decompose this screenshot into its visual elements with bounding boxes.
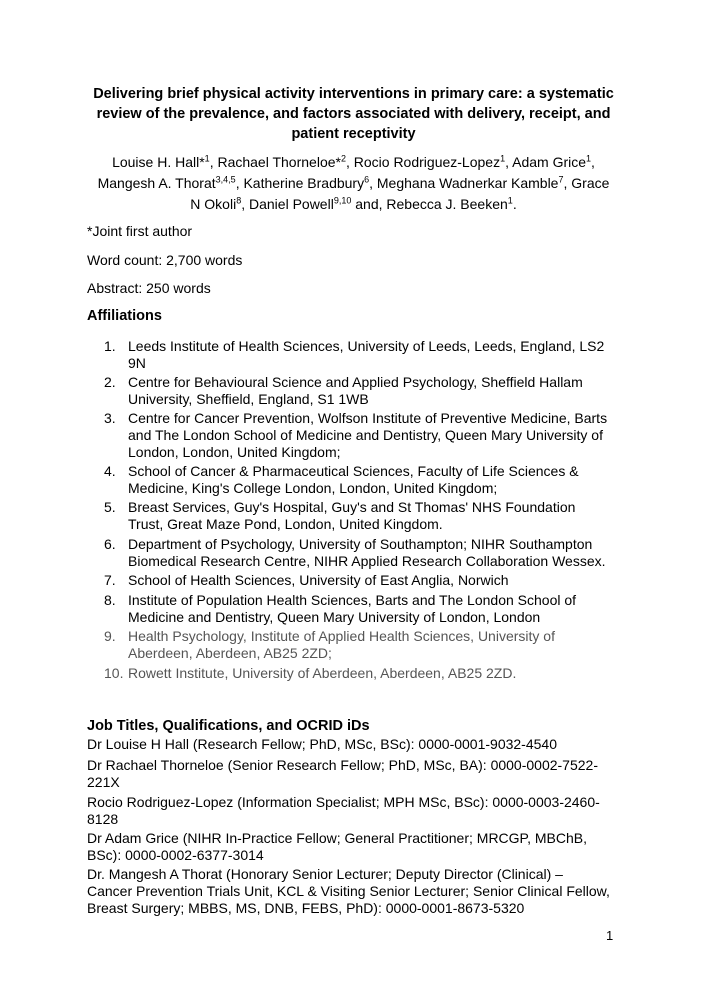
page-number: 1 bbox=[606, 928, 614, 943]
affiliation-line: and The London School of Medicine and Dentistry, Queen Mary University of bbox=[128, 427, 603, 443]
job-title-line: Dr. Mangesh A Thorat (Honorary Senior Lecturer; Deputy Director (Clinical) – bbox=[87, 866, 563, 882]
word-count: Word count: 2,700 words bbox=[87, 252, 243, 268]
author-name: and, Rebecca J. Beeken bbox=[351, 196, 508, 212]
author-affil-sup: 1 bbox=[507, 195, 513, 206]
affiliation-line: Leeds Institute of Health Sciences, University of Leeds, Leeds, England, LS2 bbox=[128, 338, 605, 354]
author-separator: . bbox=[512, 196, 517, 212]
affiliation-line: 9N bbox=[128, 355, 146, 371]
author-affil-sup: 3,4,5 bbox=[215, 174, 236, 185]
affiliation-line: Institute of Population Health Sciences, Barts and The London School of bbox=[128, 592, 577, 608]
affiliation-number: 2. bbox=[104, 374, 116, 390]
affiliation-number: 8. bbox=[104, 592, 116, 608]
affiliation-line: Biomedical Research Centre, NIHR Applied Research Collaboration Wessex. bbox=[128, 553, 606, 569]
author-name: , Meghana Wadnerkar Kamble bbox=[369, 175, 559, 191]
job-title-line: Dr Adam Grice (NIHR In-Practice Fellow; General Practitioner; MRCGP, MBChB, bbox=[87, 830, 587, 846]
job-title-line: Rocio Rodriguez-Lopez (Information Specialist; MPH MSc, BSc): 0000-0003-2460- bbox=[87, 794, 600, 810]
affiliation-line: Health Psychology, Institute of Applied Health Sciences, University of bbox=[128, 628, 555, 644]
author-name: Mangesh A. Thorat bbox=[97, 175, 216, 191]
affiliation-line: Rowett Institute, University of Aberdeen, Aberdeen, AB25 2ZD. bbox=[128, 665, 517, 681]
affiliation-line: Medicine and Dentistry, Queen Mary University of London, London bbox=[128, 609, 541, 625]
author-line bbox=[60, 194, 647, 215]
paper-title bbox=[80, 84, 627, 144]
author-affil-sup: 1 bbox=[204, 153, 210, 164]
author-affil-sup: 6 bbox=[364, 174, 370, 185]
affiliation-line: Centre for Behavioural Science and Applied Psychology, Sheffield Hallam bbox=[128, 374, 583, 390]
affiliations-heading: Affiliations bbox=[87, 308, 162, 324]
job-title-line: Cancer Prevention Trials Unit, KCL & Visiting Senior Lecturer; Senior Clinical Fellow, bbox=[87, 883, 610, 899]
author-separator: , bbox=[591, 154, 595, 170]
title-line: review of the prevalence, and factors associated with delivery, receipt, and bbox=[96, 106, 611, 122]
abstract-count: Abstract: 250 words bbox=[87, 280, 211, 296]
job-titles-heading: Job Titles, Qualifications, and OCRID iDs bbox=[87, 718, 370, 734]
affiliation-line: School of Cancer & Pharmaceutical Sciences, Faculty of Life Sciences & bbox=[128, 463, 579, 479]
author-name: , Grace bbox=[563, 175, 610, 191]
affiliation-number: 10. bbox=[104, 665, 124, 681]
affiliation-line: Medicine, King's College London, London, United Kingdom; bbox=[128, 480, 498, 496]
affiliation-number: 7. bbox=[104, 572, 116, 588]
affiliation-number: 6. bbox=[104, 536, 116, 552]
author-affil-sup: 7 bbox=[558, 174, 564, 185]
job-title-line: Breast Surgery; MBBS, MS, DNB, FEBS, PhD): 0000-0001-8673-5320 bbox=[87, 900, 525, 916]
author-list bbox=[60, 152, 647, 215]
job-title-line: 221X bbox=[87, 774, 120, 790]
author-name: , Adam Grice bbox=[505, 154, 587, 170]
affiliation-line: Breast Services, Guy's Hospital, Guy's and St Thomas' NHS Foundation bbox=[128, 499, 576, 515]
author-affil-sup: 1 bbox=[586, 153, 592, 164]
affiliation-number: 3. bbox=[104, 410, 116, 426]
title-line: patient receptivity bbox=[291, 126, 416, 142]
affiliation-line: London, London, United Kingdom; bbox=[128, 444, 341, 460]
author-line bbox=[60, 173, 647, 194]
affiliation-line: Aberdeen, Aberdeen, AB25 2ZD; bbox=[128, 645, 332, 661]
job-title-line: Dr Louise H Hall (Research Fellow; PhD, MSc, BSc): 0000-0001-9032-4540 bbox=[87, 736, 557, 752]
affiliation-number: 4. bbox=[104, 463, 116, 479]
author-name: , Rachael Thorneloe* bbox=[209, 154, 341, 170]
affiliation-line: Trust, Great Maze Pond, London, United Kingdom. bbox=[128, 516, 443, 532]
title-line: Delivering brief physical activity interventions in primary care: a systematic bbox=[93, 86, 614, 102]
author-name: , Katherine Bradbury bbox=[235, 175, 365, 191]
affiliation-number: 5. bbox=[104, 499, 116, 515]
affiliation-line: University, Sheffield, England, S1 1WB bbox=[128, 391, 369, 407]
author-name: Louise H. Hall* bbox=[112, 154, 205, 170]
author-affil-sup: 2 bbox=[340, 153, 346, 164]
author-affil-sup: 8 bbox=[236, 195, 242, 206]
job-title-line: Dr Rachael Thorneloe (Senior Research Fellow; PhD, MSc, BA): 0000-0002-7522- bbox=[87, 757, 598, 773]
author-affil-sup: 1 bbox=[500, 153, 506, 164]
author-name: N Okoli bbox=[190, 196, 237, 212]
affiliation-number: 1. bbox=[104, 338, 116, 354]
author-name: , Rocio Rodriguez-Lopez bbox=[345, 154, 501, 170]
affiliation-line: Centre for Cancer Prevention, Wolfson Institute of Preventive Medicine, Barts bbox=[128, 410, 608, 426]
affiliation-line: Department of Psychology, University of Southampton; NIHR Southampton bbox=[128, 536, 593, 552]
job-title-line: BSc): 0000-0002-6377-3014 bbox=[87, 847, 264, 863]
author-name: , Daniel Powell bbox=[241, 196, 334, 212]
job-title-line: 8128 bbox=[87, 811, 119, 827]
joint-first-author-note: *Joint first author bbox=[87, 223, 193, 239]
affiliation-line: School of Health Sciences, University of East Anglia, Norwich bbox=[128, 572, 509, 588]
author-affil-sup: 9,10 bbox=[333, 195, 352, 206]
author-line bbox=[60, 152, 647, 173]
affiliation-number: 9. bbox=[104, 628, 116, 644]
